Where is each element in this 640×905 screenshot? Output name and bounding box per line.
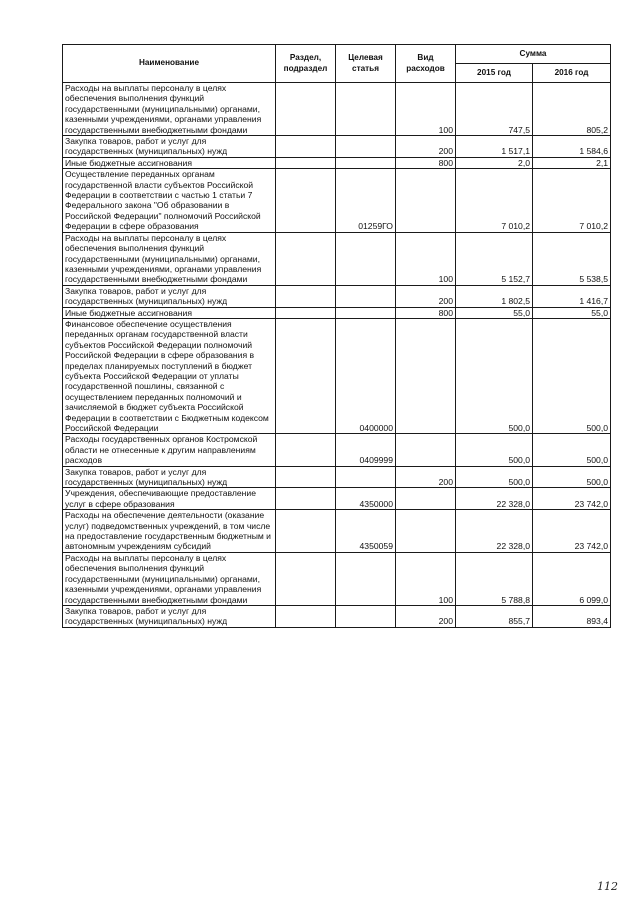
row-section xyxy=(276,510,336,553)
row-vid: 100 xyxy=(396,83,456,136)
row-target xyxy=(336,552,396,605)
row-name: Финансовое обеспечение осуществления переданных органам государственной власти субъектов Российской Федерации полномочий Российской Федерации в сфере образования в пределах планируемых поступлений в бюджет субъекта Российской Федерации от уплаты государственной пошлины, связанной с осуществлением переданных полномочий и зачисляемой в бюджет субъекта Российской Федерации в соответствии с Бюджетным кодексом Российской Федерации xyxy=(63,318,276,433)
row-sum-2016: 6 099,0 xyxy=(533,552,611,605)
header-year-2016: 2016 год xyxy=(533,64,611,83)
row-sum-2015: 1 802,5 xyxy=(456,285,533,307)
row-sum-2015: 7 010,2 xyxy=(456,169,533,232)
row-name: Иные бюджетные ассигнования xyxy=(63,307,276,318)
row-sum-2015: 500,0 xyxy=(456,318,533,433)
row-target xyxy=(336,136,396,158)
row-vid: 100 xyxy=(396,552,456,605)
row-section xyxy=(276,136,336,158)
row-name: Осуществление переданных органам государственной власти субъектов Российской Федерации в соответствии с частью 1 статьи 7 Федерального закона "Об образовании в Российской Федерации" полномочий Российской Федерации в сфере образования xyxy=(63,169,276,232)
row-sum-2016: 1 584,6 xyxy=(533,136,611,158)
table-row xyxy=(63,552,611,605)
row-vid xyxy=(396,318,456,433)
row-vid: 100 xyxy=(396,232,456,285)
row-name: Закупка товаров, работ и услуг для государственных (муниципальных) нужд xyxy=(63,136,276,158)
row-section xyxy=(276,552,336,605)
header-vid: Вид расходов xyxy=(396,45,456,83)
row-name: Закупка товаров, работ и услуг для государственных (муниципальных) нужд xyxy=(63,605,276,627)
header-name: Наименование xyxy=(63,45,276,83)
row-name: Иные бюджетные ассигнования xyxy=(63,157,276,168)
row-section xyxy=(276,285,336,307)
row-target xyxy=(336,83,396,136)
row-vid xyxy=(396,488,456,510)
row-target xyxy=(336,232,396,285)
row-sum-2016: 805,2 xyxy=(533,83,611,136)
row-name: Закупка товаров, работ и услуг для государственных (муниципальных) нужд xyxy=(63,285,276,307)
header-target: Целевая статья xyxy=(336,45,396,83)
row-sum-2015: 747,5 xyxy=(456,83,533,136)
table-row xyxy=(63,136,611,158)
header-year-2015: 2015 год xyxy=(456,64,533,83)
row-sum-2015: 22 328,0 xyxy=(456,488,533,510)
row-name: Расходы государственных органов Костромской области не отнесенные к другим направлениям расходов xyxy=(63,434,276,466)
header-sum: Сумма xyxy=(456,45,611,64)
row-sum-2015: 500,0 xyxy=(456,466,533,488)
table-row xyxy=(63,157,611,168)
table-row xyxy=(63,232,611,285)
row-sum-2016: 55,0 xyxy=(533,307,611,318)
row-vid: 800 xyxy=(396,157,456,168)
row-section xyxy=(276,157,336,168)
row-section xyxy=(276,318,336,433)
row-sum-2016: 500,0 xyxy=(533,434,611,466)
row-sum-2016: 500,0 xyxy=(533,466,611,488)
row-vid xyxy=(396,510,456,553)
table-row xyxy=(63,510,611,553)
row-target xyxy=(336,466,396,488)
row-vid: 200 xyxy=(396,605,456,627)
row-target: 4350059 xyxy=(336,510,396,553)
row-section xyxy=(276,83,336,136)
row-target: 01259ГО xyxy=(336,169,396,232)
row-name: Расходы на выплаты персоналу в целях обеспечения выполнения функций государственными (муниципальными) органами, казенными учреждениями, органами управления государственными внебюджетными фондами xyxy=(63,83,276,136)
row-section xyxy=(276,466,336,488)
row-target xyxy=(336,605,396,627)
row-name: Учреждения, обеспечивающие предоставление услуг в сфере образования xyxy=(63,488,276,510)
row-section xyxy=(276,232,336,285)
row-section xyxy=(276,605,336,627)
table-row xyxy=(63,307,611,318)
row-target: 0409999 xyxy=(336,434,396,466)
table-row xyxy=(63,434,611,466)
row-vid: 200 xyxy=(396,466,456,488)
row-target: 0400000 xyxy=(336,318,396,433)
row-sum-2015: 55,0 xyxy=(456,307,533,318)
row-sum-2015: 22 328,0 xyxy=(456,510,533,553)
row-section xyxy=(276,169,336,232)
row-sum-2015: 500,0 xyxy=(456,434,533,466)
row-vid: 200 xyxy=(396,136,456,158)
row-vid: 200 xyxy=(396,285,456,307)
row-sum-2016: 7 010,2 xyxy=(533,169,611,232)
row-target: 4350000 xyxy=(336,488,396,510)
table-row xyxy=(63,605,611,627)
row-name: Расходы на выплаты персоналу в целях обеспечения выполнения функций государственными (муниципальными) органами, казенными учреждениями, органами управления государственными внебюджетными фондами xyxy=(63,552,276,605)
row-section xyxy=(276,488,336,510)
row-sum-2015: 5 152,7 xyxy=(456,232,533,285)
table-row xyxy=(63,83,611,136)
row-target xyxy=(336,307,396,318)
row-sum-2016: 893,4 xyxy=(533,605,611,627)
row-sum-2015: 1 517,1 xyxy=(456,136,533,158)
row-vid: 800 xyxy=(396,307,456,318)
table-row xyxy=(63,318,611,433)
row-sum-2015: 2,0 xyxy=(456,157,533,168)
table-row xyxy=(63,169,611,232)
row-section xyxy=(276,434,336,466)
table-row xyxy=(63,466,611,488)
row-sum-2016: 500,0 xyxy=(533,318,611,433)
header-section: Раздел, подраздел xyxy=(276,45,336,83)
row-vid xyxy=(396,169,456,232)
row-sum-2016: 5 538,5 xyxy=(533,232,611,285)
row-name: Расходы на обеспечение деятельности (оказание услуг) подведомственных учреждений, в том числе на предоставление государственным бюджетным и автономным учреждениям субсидий xyxy=(63,510,276,553)
row-section xyxy=(276,307,336,318)
page-number-mark: 112 xyxy=(597,880,618,893)
row-sum-2015: 855,7 xyxy=(456,605,533,627)
budget-table xyxy=(62,44,611,628)
row-sum-2016: 23 742,0 xyxy=(533,488,611,510)
row-sum-2015: 5 788,8 xyxy=(456,552,533,605)
row-name: Расходы на выплаты персоналу в целях обеспечения выполнения функций государственными (муниципальными) органами, казенными учреждениями, органами управления государственными внебюджетными фондами xyxy=(63,232,276,285)
table-row xyxy=(63,488,611,510)
row-vid xyxy=(396,434,456,466)
row-target xyxy=(336,285,396,307)
table-row xyxy=(63,285,611,307)
row-name: Закупка товаров, работ и услуг для государственных (муниципальных) нужд xyxy=(63,466,276,488)
row-target xyxy=(336,157,396,168)
row-sum-2016: 2,1 xyxy=(533,157,611,168)
row-sum-2016: 23 742,0 xyxy=(533,510,611,553)
row-sum-2016: 1 416,7 xyxy=(533,285,611,307)
